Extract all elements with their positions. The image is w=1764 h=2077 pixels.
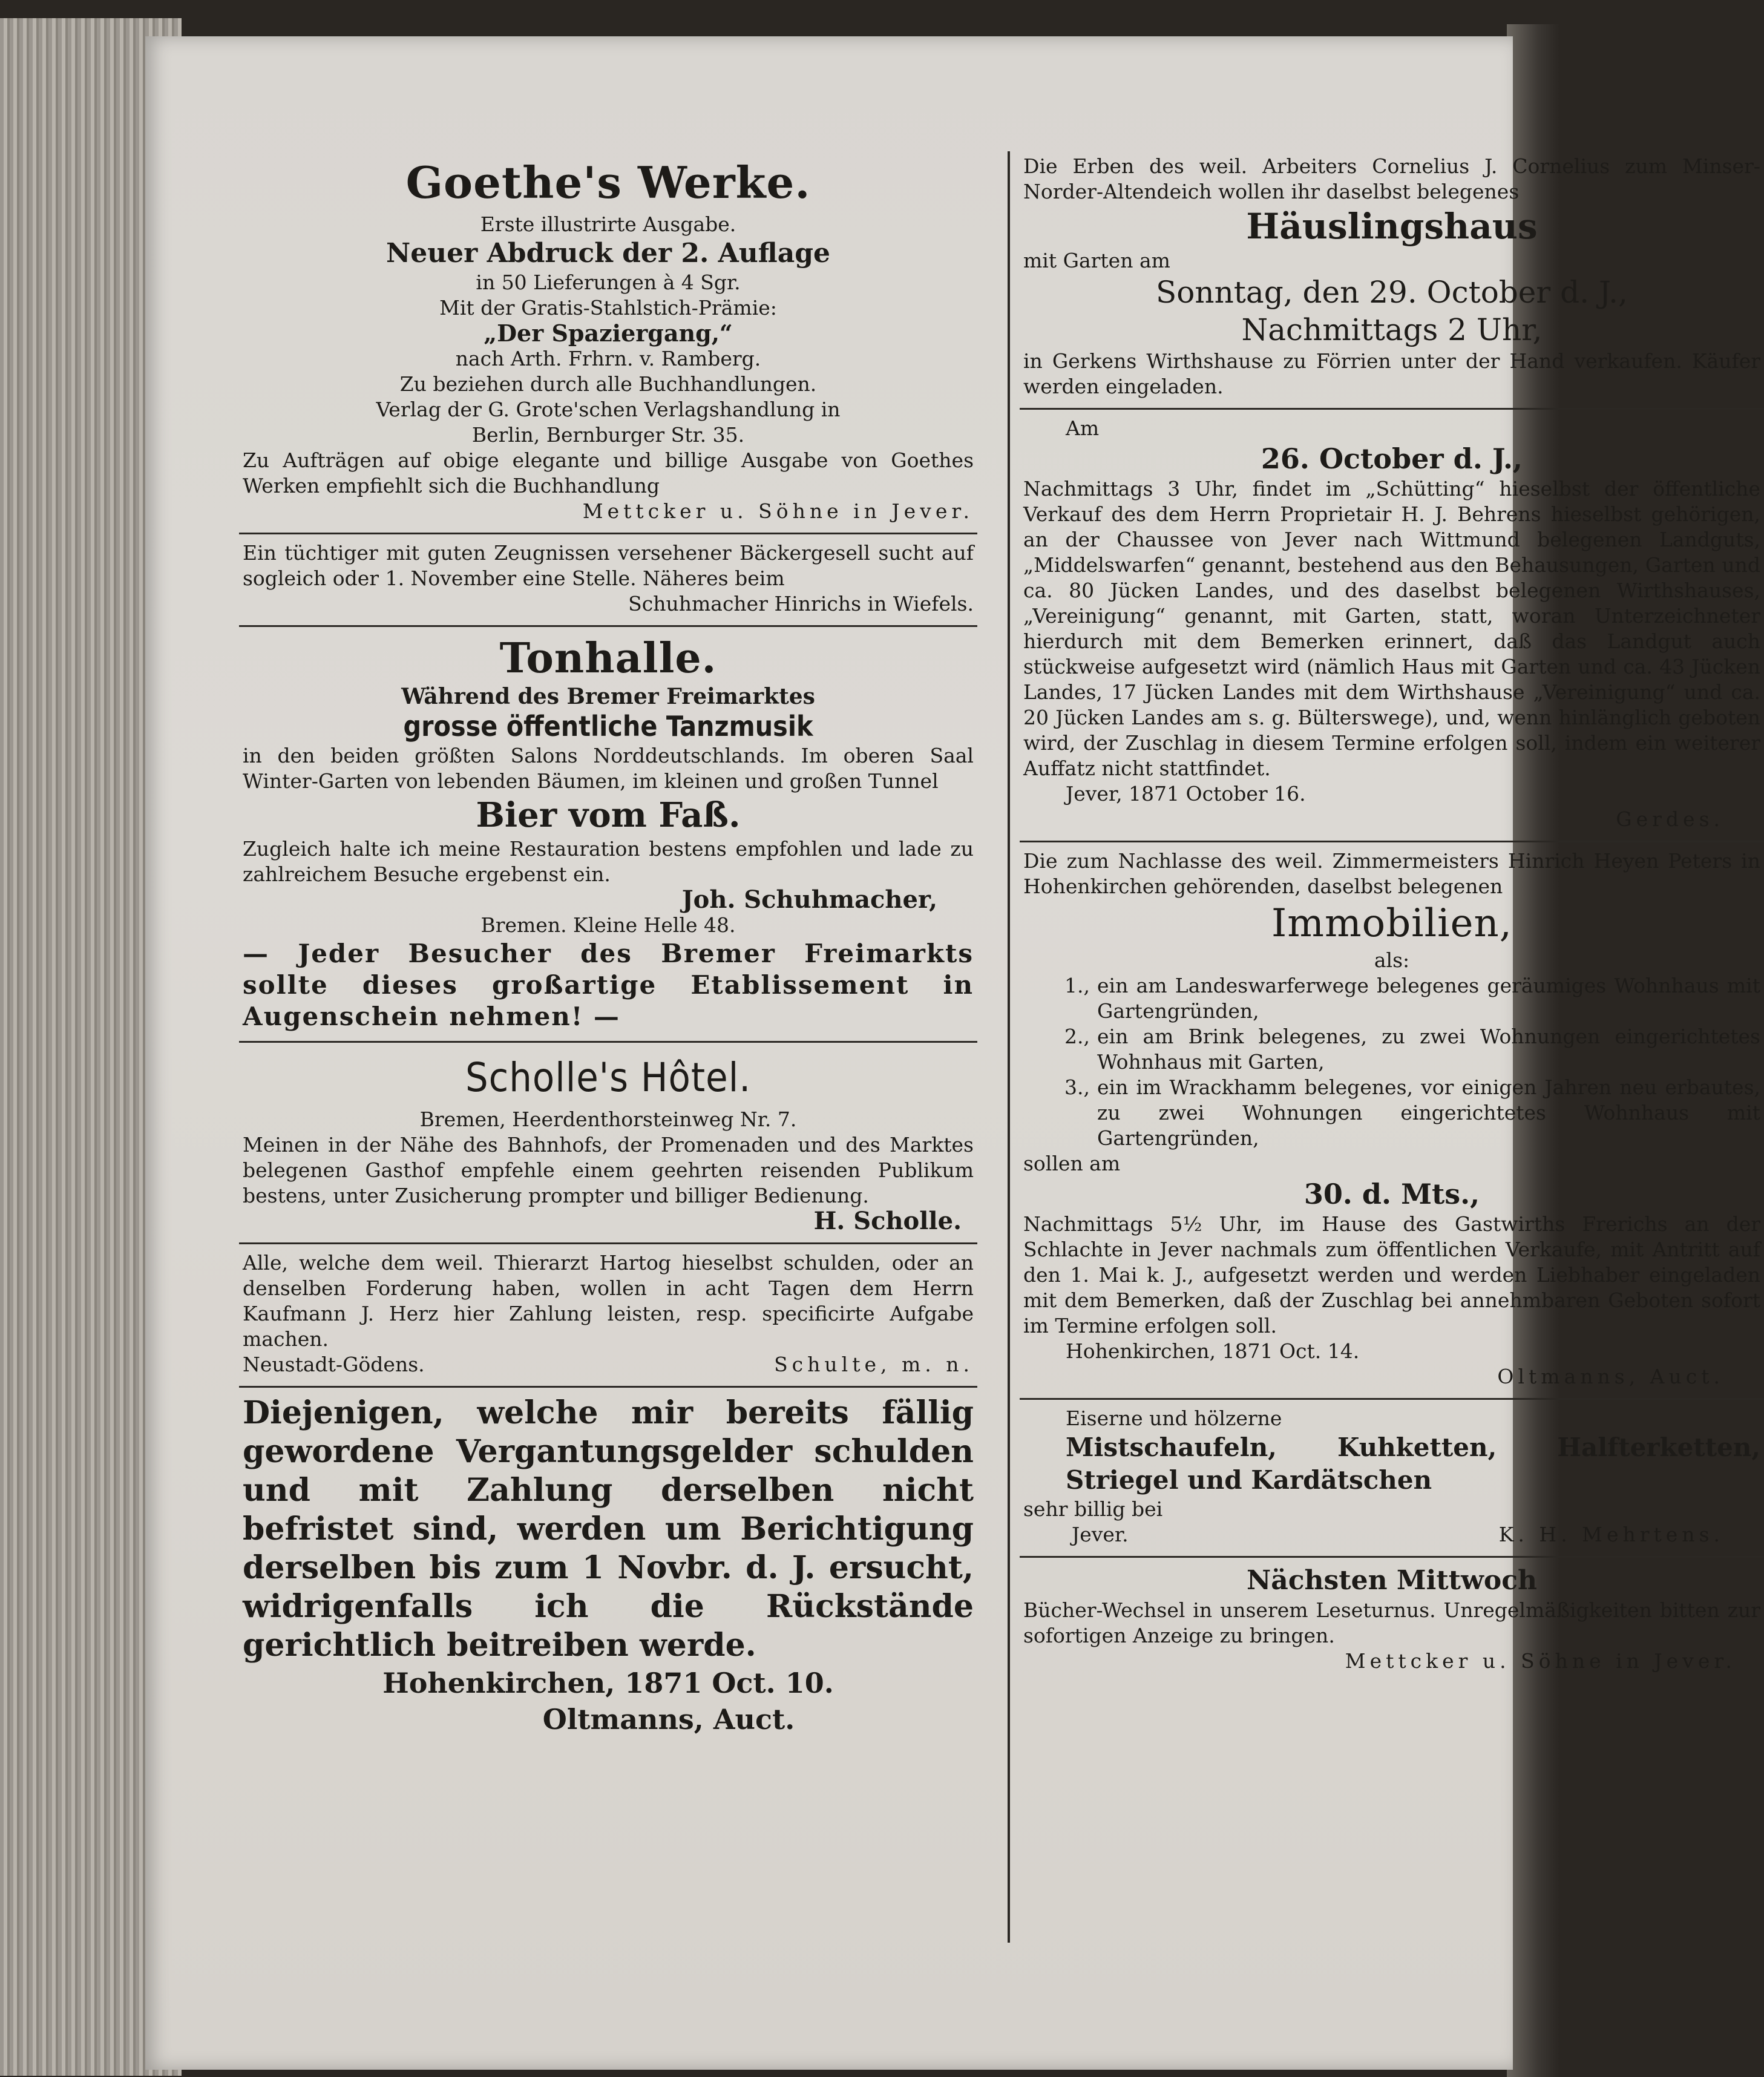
haeusling-time: Nachmittags 2 Uhr, [1241, 312, 1543, 347]
october-body: Nachmittags 3 Uhr, findet im „Schütting“ hieselbst der öffentliche Verkauf des dem Herrn Proprietair H. J. Behrens hieselbst gehörigen, an der Chaussee von Jever nach Wittmund belegenen Landguts, „Middelswarfen“ genannt, bestehend aus den Behausungen, Garten und ca. 80 Jücken Landes, und des daselbst belegenen Wirthshauses, „Vereinigung“ genannt, mit Garten, statt, woran Unterzeichneter hierdurch mit dem Bemerken erinnert, daß das Landgut auch stückweise aufgesetzt wird (nämlich Haus mit Garten und ca. 43 Jücken Landes, 17 Jücken Landes mit dem Wirthshause „Vereinigung“ und ca. 20 Jücken Landes am s. g. Bülterswege), und, wenn hinlänglich geboten wird, der Zuschlag in diesem Termine erfolgen soll, indem ein weiterer Auffatz nicht stattfindet. [1023, 477, 1760, 780]
baecker-body: Ein tüchtiger mit guten Zeugnissen versehener Bäckergesell sucht auf sogleich oder 1. November eine Stelle. Näheres beim [243, 541, 974, 590]
divider-rule [239, 1386, 977, 1388]
ad-tonhalle [239, 631, 977, 1038]
goethe-line3: in 50 Lieferungen à 4 Sgr. [476, 271, 741, 294]
goethe-line1: Erste illustrirte Ausgabe. [480, 212, 736, 236]
baecker-signature: Schuhmacher Hinrichs in Wiefels. [628, 592, 974, 615]
goethe-line5: „Der Spaziergang,“ [484, 320, 733, 347]
vergantung-signature: Oltmanns, Auct. [542, 1703, 795, 1736]
hartog-body: Alle, welche dem weil. Thierarzt Hartog hieselbst schulden, oder an denselben Forderung haben, wollen in acht Tagen dem Herrn Kaufmann J. Herz hier Zahlung leisten, resp. specificirte Aufgabe machen. [243, 1251, 974, 1351]
mist-line1: Eiserne und hölzerne [1066, 1406, 1282, 1430]
ad-scholle [239, 1046, 977, 1240]
haeusling-date: Sonntag, den 29. October d. J., [1156, 275, 1628, 310]
ad-baecker [239, 538, 977, 623]
scholle-body: Meinen in der Nähe des Bahnhofs, der Promenaden und des Marktes belegenen Gasthof empfehle einem geehrten reisenden Publikum bestens, unter Zusicherung prompter und billiger Bedienung. [243, 1133, 974, 1207]
goethe-signature: Mettcker u. Söhne in Jever. [582, 499, 974, 523]
immobilien-signature: Oltmanns, Auct. [1497, 1365, 1724, 1388]
item-text: ein im Wrackhamm belegenes, vor einigen Jahren neu erbautes, zu zwei Wohnungen eingerichtetes Wohnhaus mit Gartengründen, [1097, 1075, 1760, 1150]
ad-october [1020, 413, 1764, 838]
ad-mittwoch [1020, 1561, 1764, 1680]
item-number: 2., [1064, 1025, 1090, 1048]
ad-goethe [239, 151, 977, 530]
immobilien-item [1023, 1075, 1760, 1151]
mist-line2: sehr billig bei [1023, 1497, 1163, 1521]
immobilien-intro: Die zum Nachlasse des weil. Zimmermeisters Hinrich Heyen Peters in Hohenkirchen gehörenden, daselbst belegenen [1023, 849, 1760, 898]
tonhalle-title: Tonhalle. [499, 634, 717, 683]
divider-rule [1020, 408, 1764, 410]
divider-rule [1020, 1398, 1764, 1400]
divider-rule [1020, 1556, 1764, 1558]
item-number: 1., [1064, 974, 1090, 997]
scholle-address: Bremen, Heerdenthorsteinweg Nr. 7. [419, 1107, 797, 1131]
ad-immobilien [1020, 846, 1764, 1396]
immobilien-title: Immobilien, [1271, 901, 1512, 946]
immobilien-body: Nachmittags 5½ Uhr, im Hause des Gastwirths Frerichs an der Schlachte in Jever nachmals zum öffentlichen Verkaufe, mit Antritt auf den 1. Mai k. J., aufgesetzt werden und werden Liebhaber eingeladen mit dem Bemerken, daß der Zuschlag bei annehmbaren Geboten sofort im Termine erfolgen soll. [1023, 1212, 1760, 1337]
immobilien-item [1023, 1024, 1760, 1075]
ad-vergantung [239, 1391, 977, 1744]
goethe-line8: Verlag der G. Grote'schen Verlagshandlung in [376, 398, 841, 421]
tonhalle-name: Joh. Schuhmacher, [681, 885, 937, 914]
mist-signature: K. H. Mehrtens. [1498, 1523, 1724, 1546]
tonhalle-address: Bremen. Kleine Helle 48. [480, 913, 736, 937]
mist-footer [1023, 1522, 1760, 1547]
tonhalle-body: in den beiden größten Salons Norddeutschlands. Im oberen Saal Winter-Garten von lebenden Bäumen, im kleinen und großen Tunnel [243, 744, 974, 793]
ad-mist [1020, 1403, 1764, 1554]
ad-hartog [239, 1248, 977, 1383]
hartog-place: Neustadt-Gödens. [243, 1353, 425, 1376]
mittwoch-body: Bücher-Wechsel in unserem Leseturnus. Unregelmäßigkeiten bitten zur sofortigen Anzeige zu bringen. [1023, 1598, 1760, 1647]
scholle-signature: H. Scholle. [813, 1207, 962, 1235]
vergantung-body: Diejenigen, welche mir bereits fällig gewordene Vergantungsgelder schulden und mit Zahlung derselben nicht befristet sind, werden um Berichtigung derselben bis zum 1 Novbr. d. J. ersucht, widrigenfalls ich die Rückstände gerichtlich beitreiben werde. [243, 1394, 974, 1664]
mittwoch-title: Nächsten Mittwoch [1247, 1565, 1537, 1596]
immobilien-place: Hohenkirchen, 1871 Oct. 14. [1066, 1339, 1360, 1363]
immobilien-item [1023, 973, 1760, 1024]
goethe-line2: Neuer Abdruck der 2. Auflage [385, 238, 831, 269]
item-text: ein am Landeswarferwege belegenes geräumiges Wohnhaus mit Gartengründen, [1097, 974, 1760, 1023]
divider-rule [239, 1242, 977, 1244]
october-title: 26. October d. J., [1261, 442, 1523, 475]
hartog-signature: Schulte, m. n. [774, 1353, 974, 1376]
item-number: 3., [1064, 1075, 1090, 1099]
divider-rule [239, 533, 977, 534]
tonhalle-bier: Bier vom Faß. [476, 795, 741, 835]
goethe-line4: Mit der Gratis-Stahlstich-Prämie: [439, 296, 777, 320]
goethe-line9: Berlin, Bernburger Str. 35. [471, 423, 745, 447]
october-am: Am [1066, 416, 1100, 440]
mist-title: Mistschaufeln, Kuhketten, Halfterketten, Striegel und Kardätschen [1066, 1432, 1760, 1495]
mittwoch-signature: Mettcker u. Söhne in Jever. [1345, 1649, 1736, 1673]
immobilien-sollen: sollen am [1023, 1152, 1121, 1175]
tonhalle-closing: — Jeder Besucher des Bremer Freimarkts sollte dieses großartige Etablissement in Augenschein nehmen! — [243, 939, 974, 1031]
goethe-title: Goethe's Werke. [405, 157, 811, 208]
goethe-body: Zu Aufträgen auf obige elegante und billige Ausgabe von Goethes Werken empfiehlt sich die Buchhandlung [243, 448, 974, 497]
hartog-footer [243, 1352, 974, 1377]
left-column [239, 151, 977, 1949]
divider-rule [1020, 841, 1764, 842]
right-column [1020, 151, 1764, 1949]
haeusling-title: Häuslingshaus [1246, 206, 1538, 247]
october-signature: Gerdes. [1616, 807, 1724, 831]
divider-rule [239, 1041, 977, 1043]
october-date: Jever, 1871 October 16. [1066, 782, 1306, 806]
tonhalle-body2: Zugleich halte ich meine Restauration bestens empfohlen und lade zu zahlreichem Besuche ergebenst ein. [243, 837, 974, 886]
haeusling-body: in Gerkens Wirthshause zu Förrien unter der Hand verkaufen. Käufer werden eingeladen. [1023, 349, 1760, 398]
haeusling-line1: mit Garten am [1023, 249, 1170, 272]
vergantung-date: Hohenkirchen, 1871 Oct. 10. [382, 1667, 834, 1699]
immobilien-date: 30. d. Mts., [1303, 1178, 1480, 1210]
column-divider [1008, 151, 1010, 1943]
haeusling-intro: Die Erben des weil. Arbeiters Cornelius J. Cornelius zum Minser-Norder-Altendeich wollen ihr daselbst belegenes [1023, 154, 1760, 203]
tonhalle-line1: Während des Bremer Freimarktes [401, 684, 815, 709]
mist-place: Jever. [1072, 1523, 1129, 1546]
scholle-title: Scholle's Hôtel. [465, 1054, 752, 1101]
divider-rule [239, 625, 977, 627]
goethe-line6: nach Arth. Frhrn. v. Ramberg. [455, 347, 761, 370]
item-text: ein am Brink belegenes, zu zwei Wohnungen eingerichtetes Wohnhaus mit Garten, [1097, 1025, 1760, 1074]
immobilien-als: als: [1374, 948, 1410, 972]
tonhalle-line2: grosse öffentliche Tanzmusik [403, 710, 813, 743]
newspaper-page [145, 36, 1760, 2070]
ad-haeusling [1020, 151, 1764, 405]
goethe-line7: Zu beziehen durch alle Buchhandlungen. [399, 372, 817, 396]
